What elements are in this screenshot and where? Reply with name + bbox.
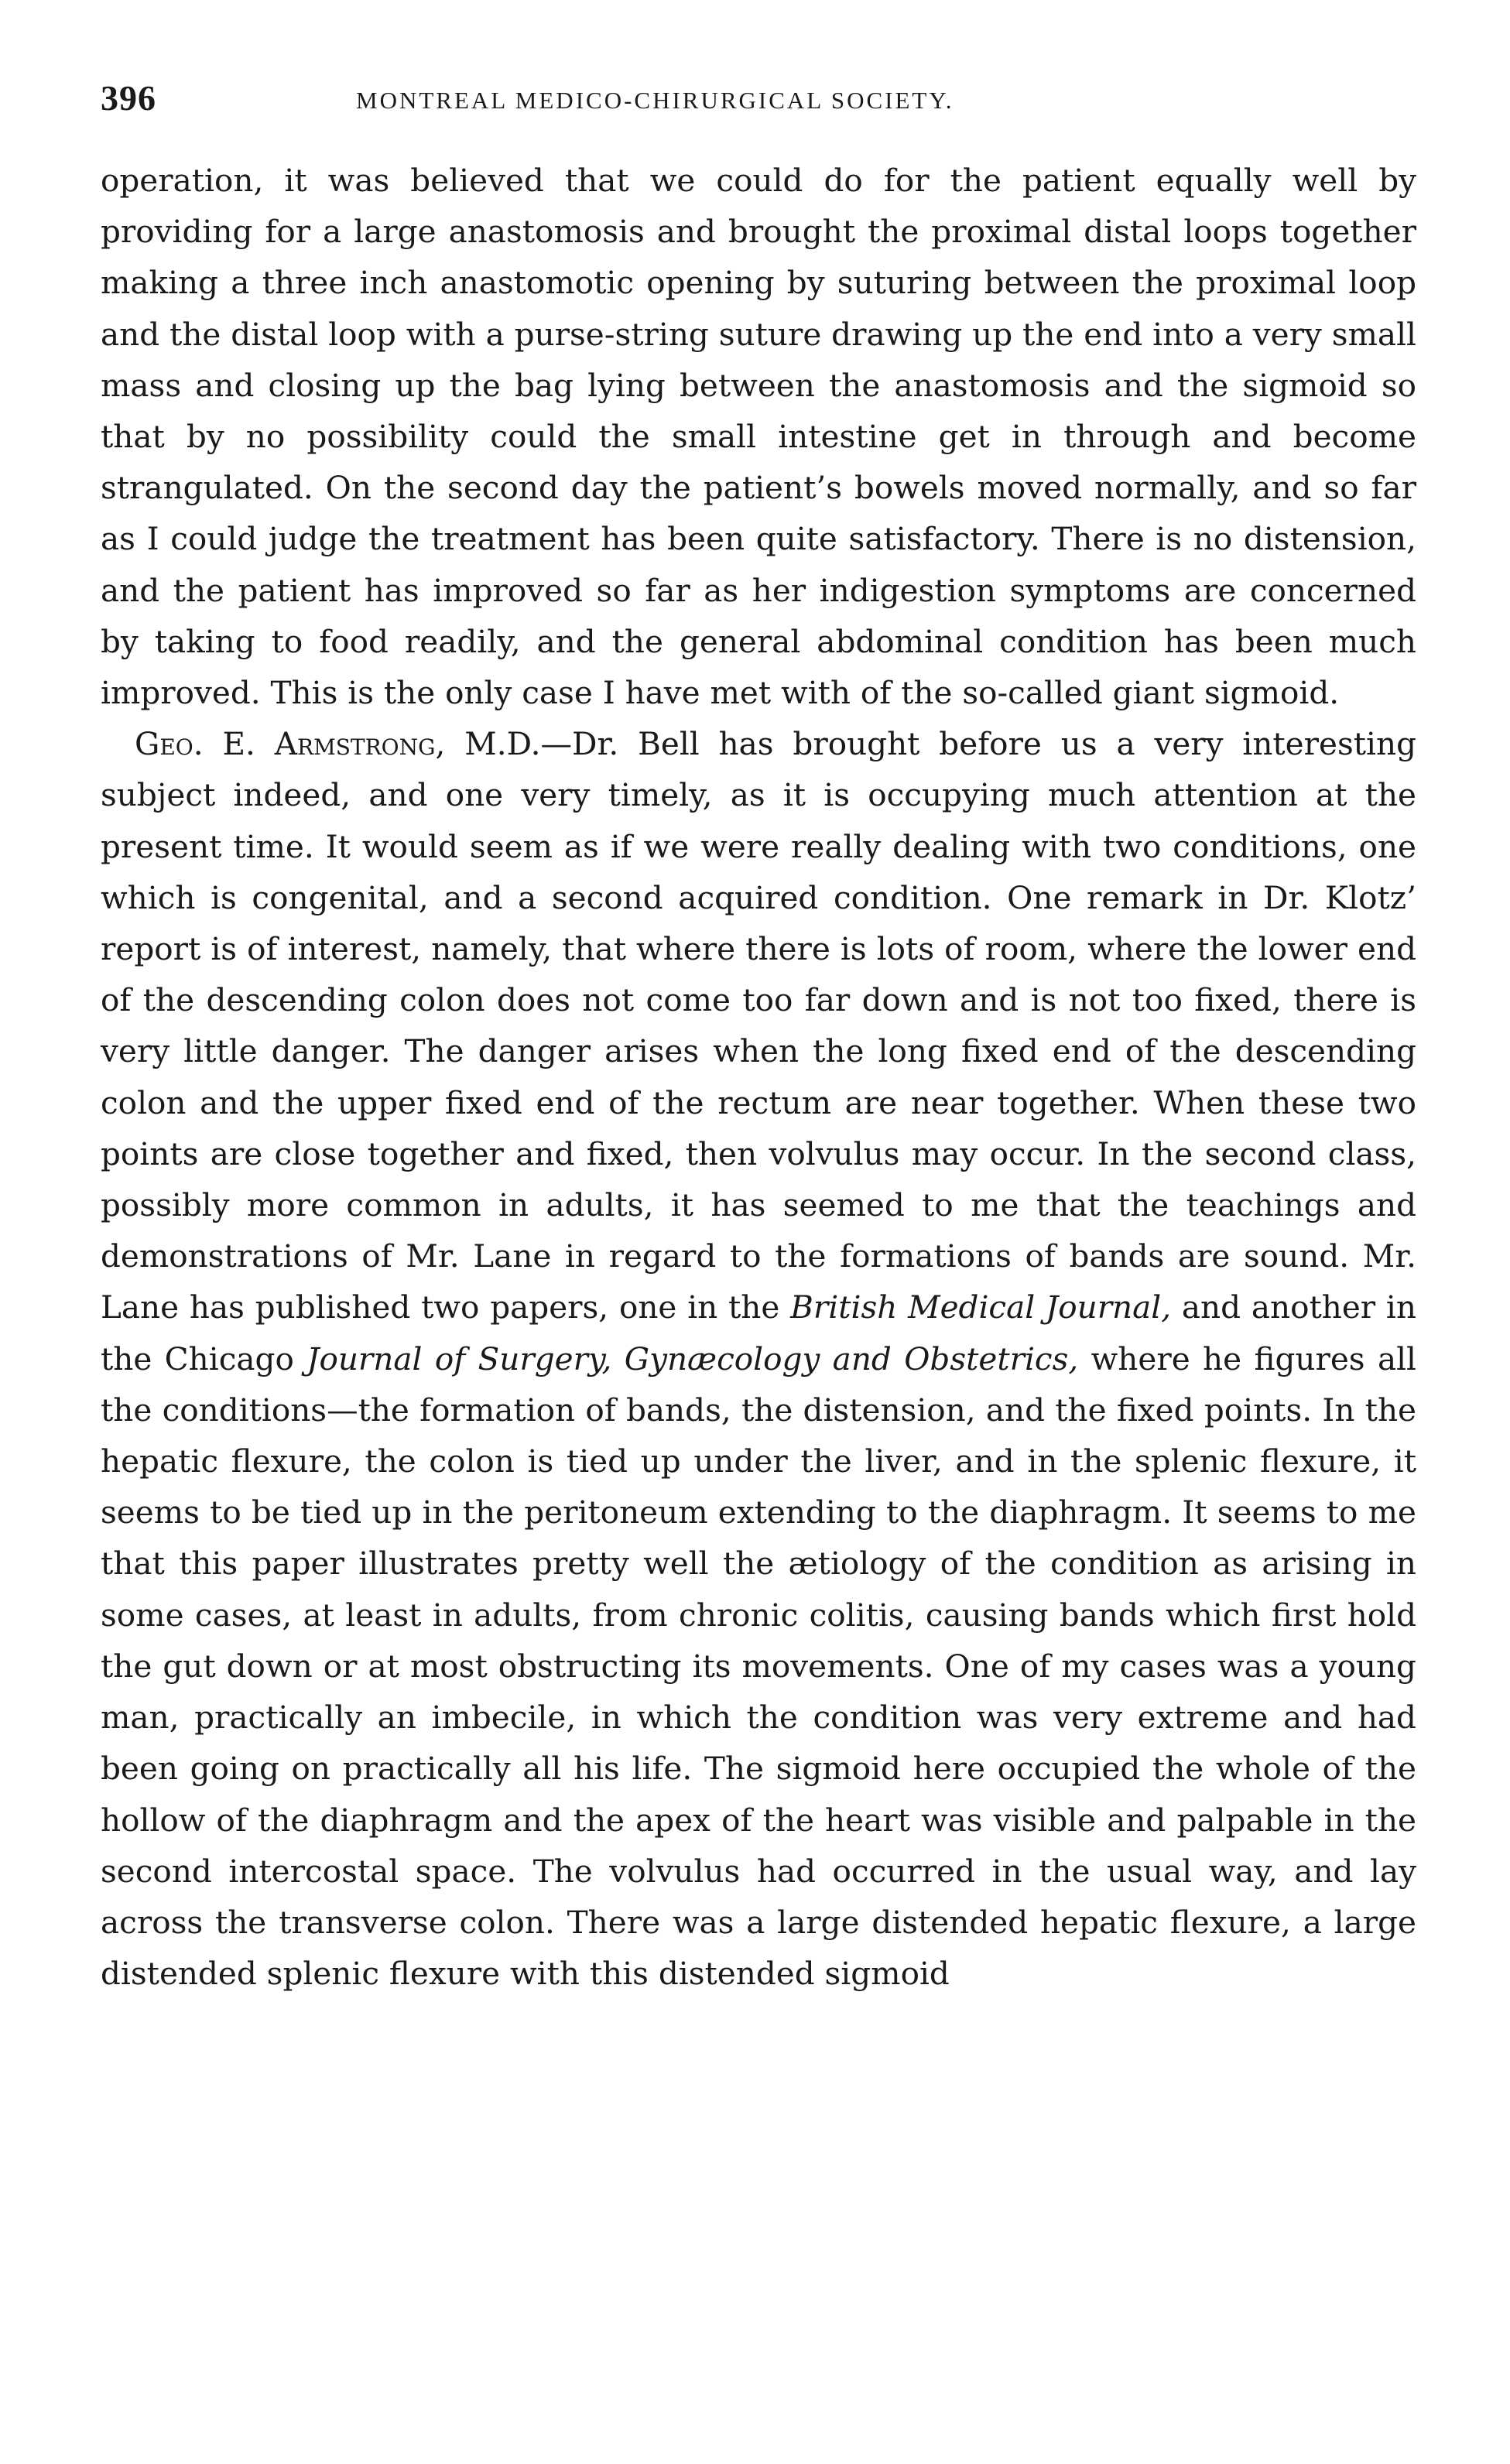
journal-reference: Journal of Surgery, Gynæcology and Obstetrics, [306, 1340, 1079, 1377]
journal-reference: British Medical Journal, [790, 1288, 1172, 1326]
running-head [101, 77, 1416, 139]
paragraph-armstrong [101, 718, 1416, 1999]
page [101, 77, 1416, 1999]
paragraph-text: and another in the Chicago [101, 1288, 1416, 1377]
page-number: 396 [101, 78, 156, 118]
paragraph-continued: operation, it was believed that we could do for the patient equally well by providing for a large anastomosis and brought the proximal distal loops together making a three inch anastomotic opening by suturing between the proximal loop and the distal loop with a purse-string suture drawing up the end into a very small mass and closing up the bag lying between the anastomosis and the sigmoid so that by no possibility could the small intestine get in through and become strangulated. On the second day the patient’s bowels moved normally, and so far as I could judge the treatment has been quite satisfactory. There is no distension, and the patient has improved so far as her indigestion symptoms are concerned by taking to food readily, and the general abdominal condition has been much improved. This is the only case I have met with of the so-called giant sigmoid. [101, 162, 1416, 712]
body-text [101, 155, 1416, 1999]
speaker-name: Geo. E. Armstrong, M.D. [135, 725, 541, 763]
paragraph-text: where he figures all the conditions—the formation of bands, the distension, and the fixed points. In the hepatic flexure, the colon is tied up under the liver, and in the splenic flexure, it seems to be tied up in the peritoneum extending to the diaphragm. It seems to me that this paper illustrates pretty well the ætiology of the condition as arising in some cases, at least in adults, from chronic colitis, causing bands which first hold the gut down or at most obstructing its movements. One of my cases was a young man, practically an imbecile, in which the condition was very extreme and had been going on practically all his life. The sigmoid here occupied the whole of the hollow of the diaphragm and the apex of the heart was visible and palpable in the second intercostal space. The volvulus had occurred in the usual way, and lay across the transverse colon. There was a large distended hepatic flexure, a large distended splenic flexure with this distended sigmoid [101, 1340, 1416, 1993]
paragraph-text: —Dr. Bell has brought before us a very interesting subject indeed, and one very timely, as it is occupying much attention at the present time. It would seem as if we were really dealing with two conditions, one which is congenital, and a second acquired condition. One remark in Dr. Klotz’ report is of interest, namely, that where there is lots of room, where the lower end of the descending colon does not come too far down and is not too fixed, there is very little danger. The danger arises when the long fixed end of the descending colon and the upper fixed end of the rectum are near together. When these two points are close together and fixed, then volvulus may occur. In the second class, possibly more common in adults, it has seemed to me that the teachings and demonstrations of Mr. Lane in regard to the formations of bands are sound. Mr. Lane has published two papers, one in the [101, 725, 1417, 1326]
journal-title: MONTREAL MEDICO-CHIRURGICAL SOCIETY. [356, 87, 954, 114]
